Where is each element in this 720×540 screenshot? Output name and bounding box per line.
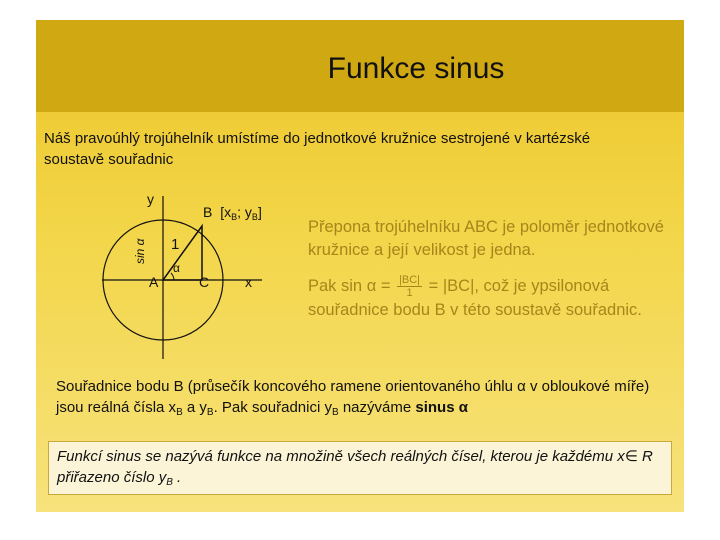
unit-circle-diagram	[102, 184, 302, 364]
intro-line-2: soustavě souřadnic	[44, 151, 174, 168]
angle-label: α	[173, 261, 180, 275]
slide-title: Funkce sinus	[327, 52, 505, 85]
sinus-alpha-term: sinus α	[415, 399, 468, 416]
sin-alpha-label: sin α	[133, 238, 147, 264]
fraction: $\frac{|BC|}{1}$	[399, 274, 421, 299]
slide	[36, 20, 684, 512]
explanation-block	[308, 216, 680, 322]
triangle-abc	[163, 226, 202, 280]
intro-line-1: Náš pravoúhlý trojúhelník umístíme do jednotkové kružnice sestrojené v kartézské	[44, 130, 591, 147]
explanation-paragraph-1: Přepona trojúhelníku ABC je poloměr jednotkové kružnice a její velikost je jedna.	[308, 218, 664, 259]
point-a-label: A	[149, 274, 159, 290]
point-b-label: B [$x_B$; $y_B$]	[203, 204, 262, 222]
hypotenuse-label: 1	[171, 236, 180, 253]
x-axis-label: x	[245, 274, 252, 290]
explanation-paragraph-2: Pak sin α = $\frac{|BC|}{1}$ = |BC|, což je ypsilonová souřadnice bodu B v této soustavě souřadnic.	[308, 274, 642, 319]
definition-box: Funkcí sinus se nazývá funkce na množině všech reálných čísel, kterou je každému x∈ R přiřazeno číslo $y_B$ .	[48, 441, 672, 495]
coordinates-paragraph: Souřadnice bodu B (průsečík koncového ramene orientovaného úhlu α v obloukové míře) jsou reálná čísla $x_B$ a $y_B$. Pak souřadnici $y_B$ nazýváme sinus α	[56, 378, 650, 418]
title-bar	[36, 20, 684, 112]
point-c-label: C	[199, 274, 210, 290]
intro-text	[44, 128, 674, 170]
y-axis-label: y	[147, 191, 154, 207]
